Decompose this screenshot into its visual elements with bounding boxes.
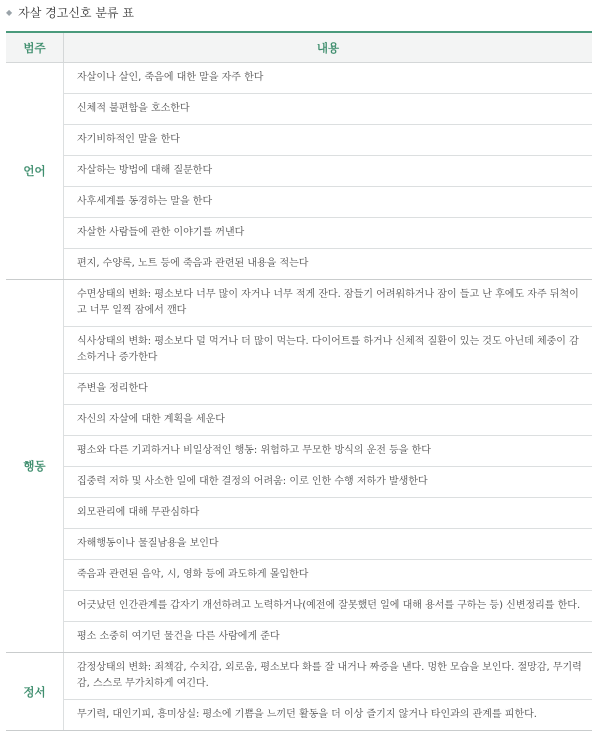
content-cell: 편지, 수양록, 노트 등에 죽음과 관련된 내용을 적는다: [64, 249, 593, 280]
content-cell: 평소와 다른 기괴하거나 비일상적인 행동: 위험하고 무모한 방식의 운전 등을 한다: [64, 436, 593, 467]
header-content: 내용: [64, 32, 593, 63]
content-cell: 자살한 사람들에 관한 이야기를 꺼낸다: [64, 218, 593, 249]
table-row: [6, 187, 592, 218]
content-cell: 주변을 정리한다: [64, 374, 593, 405]
table-row: [6, 498, 592, 529]
table-title: 자살 경고신호 분류 표: [18, 6, 134, 20]
table-row: [6, 405, 592, 436]
table-row: [6, 529, 592, 560]
table-row: [6, 218, 592, 249]
content-cell: 집중력 저하 및 사소한 일에 대한 결정의 어려움: 이로 인한 수행 저하가 발생한다: [64, 467, 593, 498]
category-cell: 정서: [6, 653, 64, 731]
table-heading: [6, 5, 134, 21]
content-cell: 어긋났던 인간관계를 갑자기 개선하려고 노력하거나(예전에 잘못했던 일에 대해 용서를 구하는 등) 신변정리를 한다.: [64, 591, 593, 622]
content-cell: 자살하는 방법에 대해 질문한다: [64, 156, 593, 187]
table-row: [6, 249, 592, 280]
category-cell: 행동: [6, 280, 64, 653]
table-row: [6, 436, 592, 467]
content-cell: 외모관리에 대해 무관심하다: [64, 498, 593, 529]
table-row: [6, 653, 592, 700]
content-cell: 죽음과 관련된 음악, 시, 영화 등에 과도하게 몰입한다: [64, 560, 593, 591]
table-row: [6, 125, 592, 156]
content-cell: 수면상태의 변화: 평소보다 너무 많이 자거나 너무 적게 잔다. 잠들기 어려워하거나 잠이 들고 난 후에도 자주 뒤척이고 너무 일찍 잠에서 깬다: [64, 280, 593, 327]
content-cell: 식사상태의 변화: 평소보다 덜 먹거나 더 많이 먹는다. 다이어트를 하거나 신체적 질환이 있는 것도 아닌데 체중이 감소하거나 증가한다: [64, 327, 593, 374]
diamond-bullet-icon: ◆: [6, 8, 13, 17]
table-row: [6, 280, 592, 327]
table-row: [6, 327, 592, 374]
warning-signs-table: [6, 31, 592, 731]
table-header-row: [6, 32, 592, 63]
content-cell: 자해행동이나 물질남용을 보인다: [64, 529, 593, 560]
table-row: [6, 560, 592, 591]
table-row: [6, 156, 592, 187]
table-row: [6, 622, 592, 653]
header-category: 범주: [6, 32, 64, 63]
content-cell: 사후세계를 동경하는 말을 한다: [64, 187, 593, 218]
content-cell: 자살이나 살인, 죽음에 대한 말을 자주 한다: [64, 63, 593, 94]
table-row: [6, 467, 592, 498]
table-body: [6, 63, 592, 731]
content-cell: 신체적 불편함을 호소한다: [64, 94, 593, 125]
table-row: [6, 94, 592, 125]
content-cell: 평소 소중히 여기던 물건을 다른 사람에게 준다: [64, 622, 593, 653]
content-cell: 감정상태의 변화: 죄책감, 수치감, 외로움, 평소보다 화를 잘 내거나 짜증을 낸다. 멍한 모습을 보인다. 절망감, 무기력감, 스스로 무가치하게 여긴다.: [64, 653, 593, 700]
table-row: [6, 591, 592, 622]
table-row: [6, 700, 592, 731]
content-cell: 무기력, 대인기피, 흥미상실: 평소에 기쁨을 느끼던 활동을 더 이상 즐기지 않거나 타인과의 관계를 피한다.: [64, 700, 593, 731]
content-cell: 자기비하적인 말을 한다: [64, 125, 593, 156]
category-cell: 언어: [6, 63, 64, 280]
table-row: [6, 63, 592, 94]
table-row: [6, 374, 592, 405]
content-cell: 자신의 자살에 대한 계획을 세운다: [64, 405, 593, 436]
